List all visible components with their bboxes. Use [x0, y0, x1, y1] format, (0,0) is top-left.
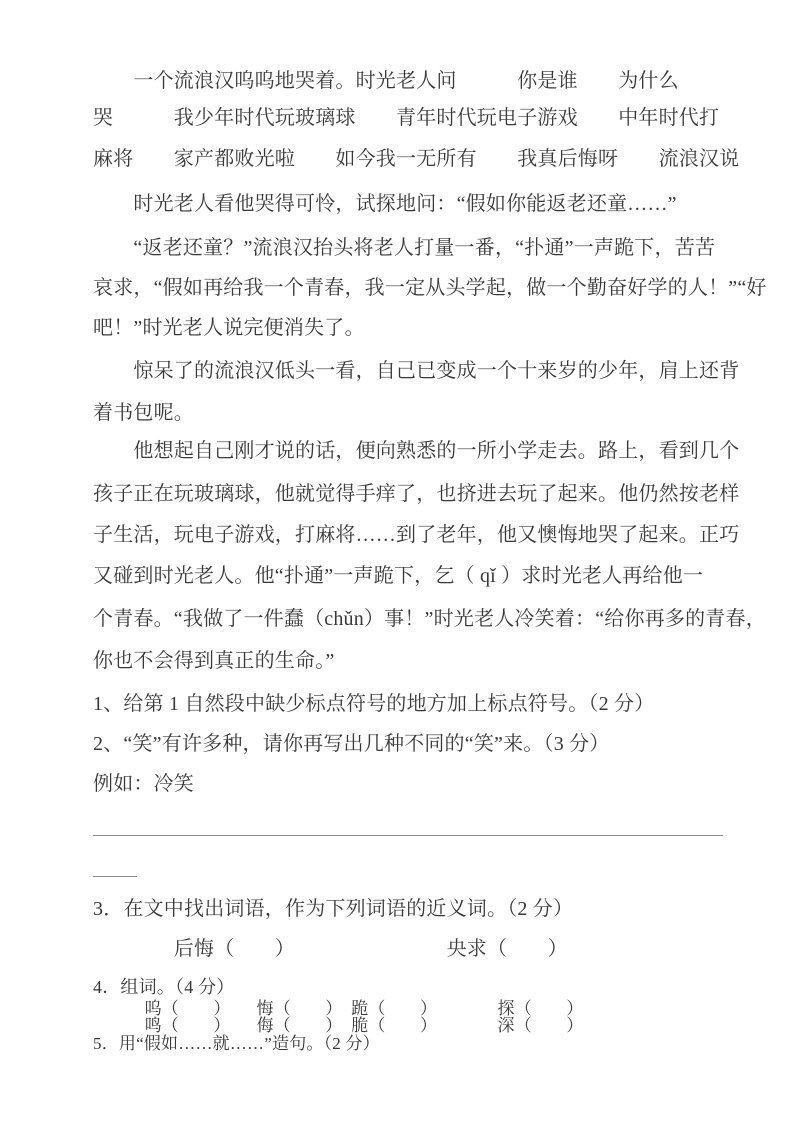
- question-3-answer-row: 后悔（ ） 央求（ ）: [93, 938, 568, 960]
- story-line: “返老还童？”流浪汉抬头将老人打量一番，“扑通”一声跪下，苦苦: [93, 237, 716, 259]
- story-line: 惊呆了的流浪汉低头一看，自己已变成一个十来岁的少年，肩上还背: [93, 360, 740, 382]
- story-line: 时光老人看他哭得可怜，试探地问：“假如你能返老还童……”: [93, 193, 677, 215]
- question-4: 4．组词。（4 分）: [93, 977, 235, 997]
- answer-blank-short: [93, 876, 137, 877]
- question-2-example: 例如：冷笑: [93, 773, 194, 795]
- story-line: 又碰到时光老人。他“扑通”一声跪下，乞（ qǐ ）求时光老人再给他一: [93, 565, 704, 587]
- answer-blank-long: [93, 835, 723, 836]
- question-4-row-2: 鸣（ ） 侮（ ） 脆（ ） 深（ ）: [93, 1016, 584, 1035]
- story-line: 哭 我少年时代玩玻璃球 青年时代玩电子游戏 中年时代打: [93, 107, 720, 129]
- question-5: 5．用“假如……就……”造句。（2 分）: [93, 1034, 380, 1053]
- question-3: 3．在文中找出词语，作为下列词语的近义词。（2 分）: [93, 898, 574, 920]
- story-line: 孩子正在玩玻璃球，他就觉得手痒了，也挤进去玩了起来。他仍然按老样: [93, 483, 740, 505]
- question-2: 2、“笑”有许多种，请你再写出几种不同的“笑”来。（3 分）: [93, 733, 610, 755]
- story-line: 麻将 家产都败光啦 如今我一无所有 我真后悔呀 流浪汉说: [93, 148, 740, 170]
- question-1: 1、给第 1 自然段中缺少标点符号的地方加上标点符号。（2 分）: [93, 693, 655, 715]
- story-line: 一个流浪汉呜呜地哭着。时光老人问 你是谁 为什么: [93, 70, 679, 92]
- story-line: 哀求，“假如再给我一个青春，我一定从头学起，做一个勤奋好学的人！”“好: [93, 277, 767, 299]
- story-line: 个青春。“我做了一件蠢（chǔn）事！”时光老人冷笑着：“给你再多的青春，: [93, 608, 766, 630]
- story-line: 着书包呢。: [93, 402, 194, 424]
- story-line: 他想起自己刚才说的话，便向熟悉的一所小学走去。路上，看到几个: [93, 440, 740, 462]
- story-line: 子生活，玩电子游戏，打麻将……到了老年，他又懊悔地哭了起来。正巧: [93, 524, 740, 546]
- story-line: 你也不会得到真正的生命。”: [93, 650, 335, 672]
- question-4-row-1: 呜（ ） 悔（ ） 跪（ ） 探（ ）: [93, 999, 584, 1018]
- story-line: 吧！”时光老人说完便消失了。: [93, 317, 365, 339]
